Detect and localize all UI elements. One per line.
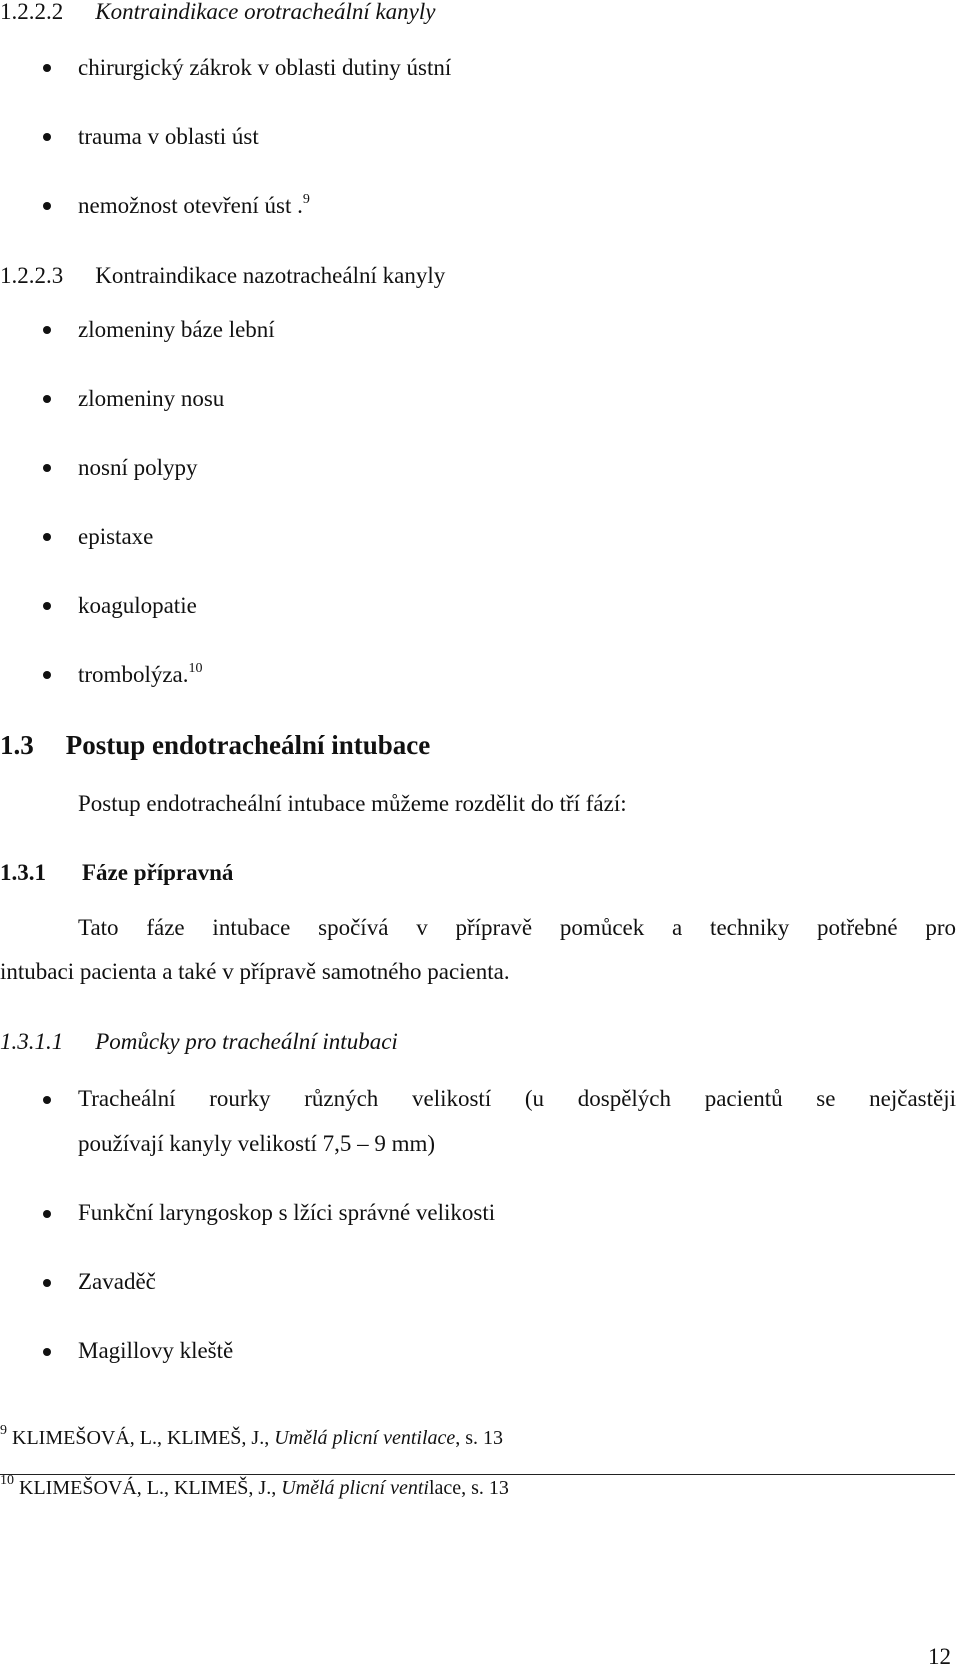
list-item: nosní polypy <box>78 455 198 480</box>
heading-13 <box>0 730 430 761</box>
bullet-icon <box>43 1279 51 1287</box>
heading-number: 1.3 <box>0 730 34 760</box>
list-item: koagulopatie <box>78 593 197 618</box>
footnote-number: 10 <box>0 1473 14 1488</box>
footnote-number: 9 <box>0 1423 7 1438</box>
heading-title: Kontraindikace orotracheální kanyly <box>95 0 436 24</box>
heading-title: Kontraindikace nazotracheální kanyly <box>95 263 446 288</box>
intro-paragraph: Postup endotracheální intubace můžeme rozdělit do tří fází: <box>78 791 627 816</box>
list-item-line: používají kanyly velikostí 7,5 – 9 mm) <box>78 1131 436 1156</box>
heading-number: 1.3.1 <box>0 860 46 885</box>
footnote-title: Umělá plicní ventilace <box>274 1427 456 1449</box>
bullet-icon <box>43 133 51 141</box>
paragraph-line: Tato fáze intubace spočívá v přípravě pomůcek a techniky potřebné pro <box>78 915 956 940</box>
bullet-icon <box>43 533 51 541</box>
bullet-icon <box>43 202 51 210</box>
footnote-authors: KLIMEŠOVÁ, L., KLIMEŠ, J., <box>19 1477 282 1499</box>
footnote <box>0 1473 509 1500</box>
paragraph-line: intubaci pacienta a také v přípravě samotného pacienta. <box>0 959 510 984</box>
bullet-icon <box>43 602 51 610</box>
bullet-icon <box>43 1348 51 1356</box>
heading-number: 1.2.2.3 <box>0 263 64 288</box>
heading-131 <box>0 860 233 886</box>
heading-title: Pomůcky pro tracheální intubaci <box>95 1029 398 1054</box>
list-item: Funkční laryngoskop s lžíci správné velikosti <box>78 1200 496 1225</box>
footnote-pages: , s. 13 <box>455 1427 504 1449</box>
bullet-icon <box>43 64 51 72</box>
heading-1223 <box>0 262 445 290</box>
list-item-text: trombolýza. <box>78 662 189 687</box>
list-item-line: Tracheální rourky různých velikostí (u dospělých pacientů se nejčastěji <box>78 1086 956 1111</box>
footnote-ref: 9 <box>302 192 310 207</box>
heading-1311 <box>0 1028 398 1056</box>
bullet-icon <box>43 464 51 472</box>
list-item <box>78 192 310 220</box>
footnote-ref: 10 <box>188 661 203 676</box>
footnote-title: Umělá plicní venti <box>281 1477 429 1499</box>
bullet-icon <box>43 395 51 403</box>
list-item-text: nemožnost otevření úst . <box>78 193 303 218</box>
list-item: trauma v oblasti úst <box>78 124 259 149</box>
bullet-icon <box>43 671 51 679</box>
heading-number: 1.3.1.1 <box>0 1029 64 1054</box>
footnote-pages: lace, s. 13 <box>428 1477 509 1499</box>
list-item: epistaxe <box>78 524 154 549</box>
heading-title: Fáze přípravná <box>82 860 234 885</box>
footnote-separator <box>0 1474 955 1475</box>
bullet-icon <box>43 1096 51 1104</box>
heading-title: Postup endotracheální intubace <box>65 730 431 760</box>
heading-1222 <box>0 0 436 26</box>
list-item: Zavaděč <box>78 1269 156 1294</box>
list-item: chirurgický zákrok v oblasti dutiny ústní <box>78 55 452 80</box>
list-item <box>78 661 203 689</box>
footnote <box>0 1423 504 1450</box>
bullet-icon <box>43 326 51 334</box>
bullet-icon <box>43 1210 51 1218</box>
list-item: zlomeniny báze lební <box>78 317 275 342</box>
heading-number: 1.2.2.2 <box>0 0 64 24</box>
page-number: 12 <box>928 1644 951 1669</box>
list-item: Magillovy kleště <box>78 1338 234 1363</box>
list-item: zlomeniny nosu <box>78 386 225 411</box>
footnote-authors: KLIMEŠOVÁ, L., KLIMEŠ, J., <box>12 1427 275 1449</box>
